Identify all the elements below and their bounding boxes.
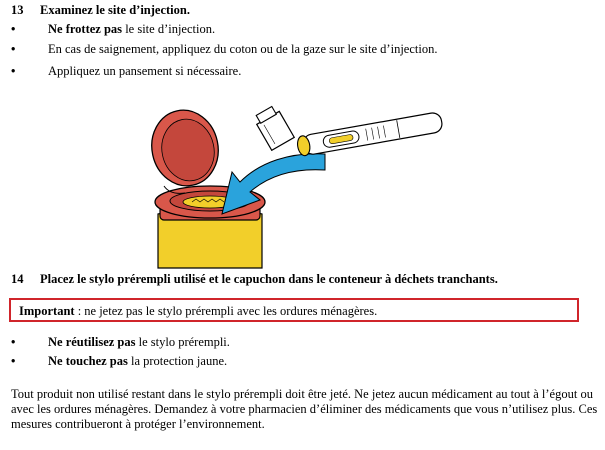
bullet-text: le site d’injection. bbox=[122, 22, 216, 36]
cap-icon bbox=[253, 104, 295, 150]
bullet-icon: • bbox=[11, 22, 16, 36]
pen-icon bbox=[296, 112, 443, 157]
arrow-icon bbox=[222, 154, 325, 214]
step-13-number: 13 bbox=[11, 3, 24, 17]
step-14-bullet bbox=[11, 335, 591, 351]
bullet-text: la protection jaune. bbox=[127, 354, 228, 368]
disposal-illustration bbox=[140, 90, 450, 270]
step-13-title: Examinez le site d’injection. bbox=[40, 3, 190, 17]
step-14-bullet bbox=[11, 354, 591, 370]
step-14-title: Placez le stylo prérempli utilisé et le capuchon dans le conteneur à déchets tranchants. bbox=[40, 272, 498, 286]
bullet-text: le stylo prérempli. bbox=[135, 335, 230, 349]
step-13-bullet bbox=[11, 42, 591, 58]
bullet-text: En cas de saignement, appliquez du coton ou de la gaze sur le site d’injection. bbox=[48, 42, 438, 56]
step-13-bullet bbox=[11, 22, 591, 38]
bullet-icon: • bbox=[11, 64, 16, 78]
step-13-heading bbox=[11, 3, 190, 18]
bullet-bold: Ne frottez pas bbox=[48, 22, 123, 36]
step-13-bullet bbox=[11, 64, 591, 80]
bullet-icon: • bbox=[11, 42, 16, 56]
important-label: Important bbox=[19, 304, 75, 318]
important-notice bbox=[9, 298, 579, 322]
bullet-icon: • bbox=[11, 354, 16, 368]
disposal-paragraph: Tout produit non utilisé restant dans le stylo prérempli doit être jeté. Ne jetez aucun médicament au tout à l’égout ou avec les ordures ménagères. Demandez à votre pharmacien d’éliminer des médicaments que vous n’utilisez plus. Ces mesures contribueront à protéger l’environnement. bbox=[11, 387, 598, 431]
important-text: : ne jetez pas le stylo prérempli avec les ordures ménagères. bbox=[74, 304, 378, 318]
bullet-bold: Ne touchez pas bbox=[48, 354, 128, 368]
step-14-heading bbox=[11, 272, 498, 287]
bullet-bold: Ne réutilisez pas bbox=[48, 335, 136, 349]
bullet-text: Appliquez un pansement si nécessaire. bbox=[48, 64, 242, 78]
bullet-icon: • bbox=[11, 335, 16, 349]
step-14-number: 14 bbox=[11, 272, 24, 286]
